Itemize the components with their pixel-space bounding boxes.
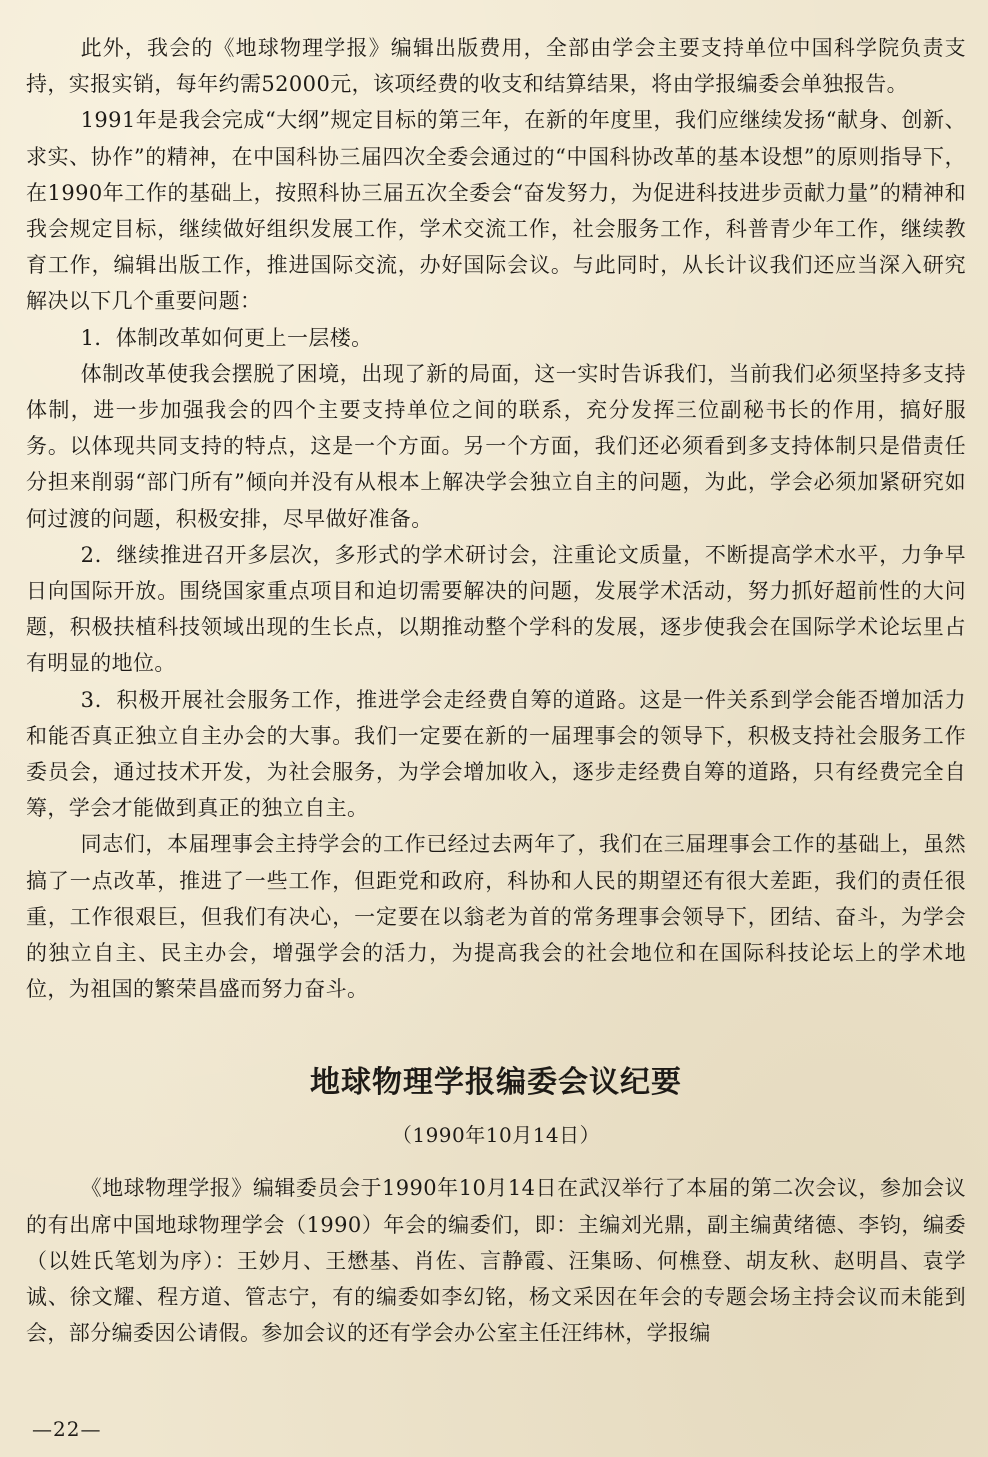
item-2-academic: 2．继续推进召开多层次，多形式的学术研讨会，注重论文质量，不断提高学术水平，力争早日向国际开放。围绕国家重点项目和迫切需要解决的问题，发展学术活动，努力抓好超前性的大问题，积极扶植科技领域出现的生长点，以期推动整个学科的发展，逐步使我会在国际学术论坛里占有明显的地位。 [26,542,966,676]
item-1-heading: 1．体制改革如何更上一层楼。 [80,325,373,350]
paragraph-meeting-summary: 《地球物理学报》编辑委员会于1990年10月14日在武汉举行了本届的第二次会议，参加会议的有出席中国地球物理学会（1990）年会的编委们，即：主编刘光鼎，副主编黄绪德、李钧，编委（以姓氏笔划为序）：王妙月、王懋基、肖佐、言静霞、汪集旸、何樵登、胡友秋、赵明昌、袁学诚、徐文耀、程方道、管志宁，有的编委如李幻铭，杨文采因在年会的专题会场主持会议而未能到会，部分编委因公请假。参加会议的还有学会办公室主任汪纬林，学报编 [26,1176,966,1346]
paragraph-1991-plan: 1991年是我会完成“大纲”规定目标的第三年，在新的年度里，我们应继续发扬“献身、创新、求实、协作”的精神，在中国科协三届四次全委会通过的“中国科协改革的基本设想”的原则指导下，在1990年工作的基础上，按照科协三届五次全委会“奋发努力，为促进科技进步贡献力量”的精神和我会规定目标，继续做好组织发展工作，学术交流工作，社会服务工作，科普青少年工作，继续教育工作，编辑出版工作，推进国际交流，办好国际会议。与此同时，从长计议我们还应当深入研究解决以下几个重要问题： [26,108,966,314]
paragraph-closing: 同志们，本届理事会主持学会的工作已经过去两年了，我们在三届理事会工作的基础上，虽然搞了一点改革，推进了一些工作，但距党和政府，科协和人民的期望还有很大差距，我们的责任很重，工作很艰巨，但我们有决心，一定要在以翁老为首的常务理事会领导下，团结、奋斗，为学会的独立自主、民主办会，增强学会的活力，为提高我会的社会地位和在国际科技论坛上的学术地位，为祖国的繁荣昌盛而努力奋斗。 [26,832,966,1002]
section-date: （1990年10月14日） [391,1123,601,1148]
item-3-social-service: 3．积极开展社会服务工作，推进学会走经费自筹的道路。这是一件关系到学会能否增加活力和能否真正独立自主办会的大事。我们一定要在新的一届理事会的领导下，积极支持社会服务工作委员会，通过技术开发，为社会服务，为学会增加收入，逐步走经费自筹的道路，只有经费完全自筹，学会才能做到真正的独立自主。 [26,687,966,821]
paragraph-funding: 此外，我会的《地球物理学报》编辑出版费用，全部由学会主要支持单位中国科学院负责支持，实报实销，每年约需52000元，该项经费的收支和结算结果，将由学报编委会单独报告。 [26,36,966,97]
page-number: —22— [32,1417,102,1441]
section-title: 地球物理学报编委会议纪要 [310,1065,682,1101]
paragraph-system-reform: 体制改革使我会摆脱了困境，出现了新的局面，这一实时告诉我们，当前我们必须坚持多支持体制，进一步加强我会的四个主要支持单位之间的联系，充分发挥三位副秘书长的作用，搞好服务。以体现共同支持的特点，这是一个方面。另一个方面，我们还必须看到多支持体制只是借责任分担来削弱“部门所有”倾向并没有从根本上解决学会独立自主的问题，为此，学会必须加紧研究如何过渡的问题，积极安排，尽早做好准备。 [26,361,966,531]
